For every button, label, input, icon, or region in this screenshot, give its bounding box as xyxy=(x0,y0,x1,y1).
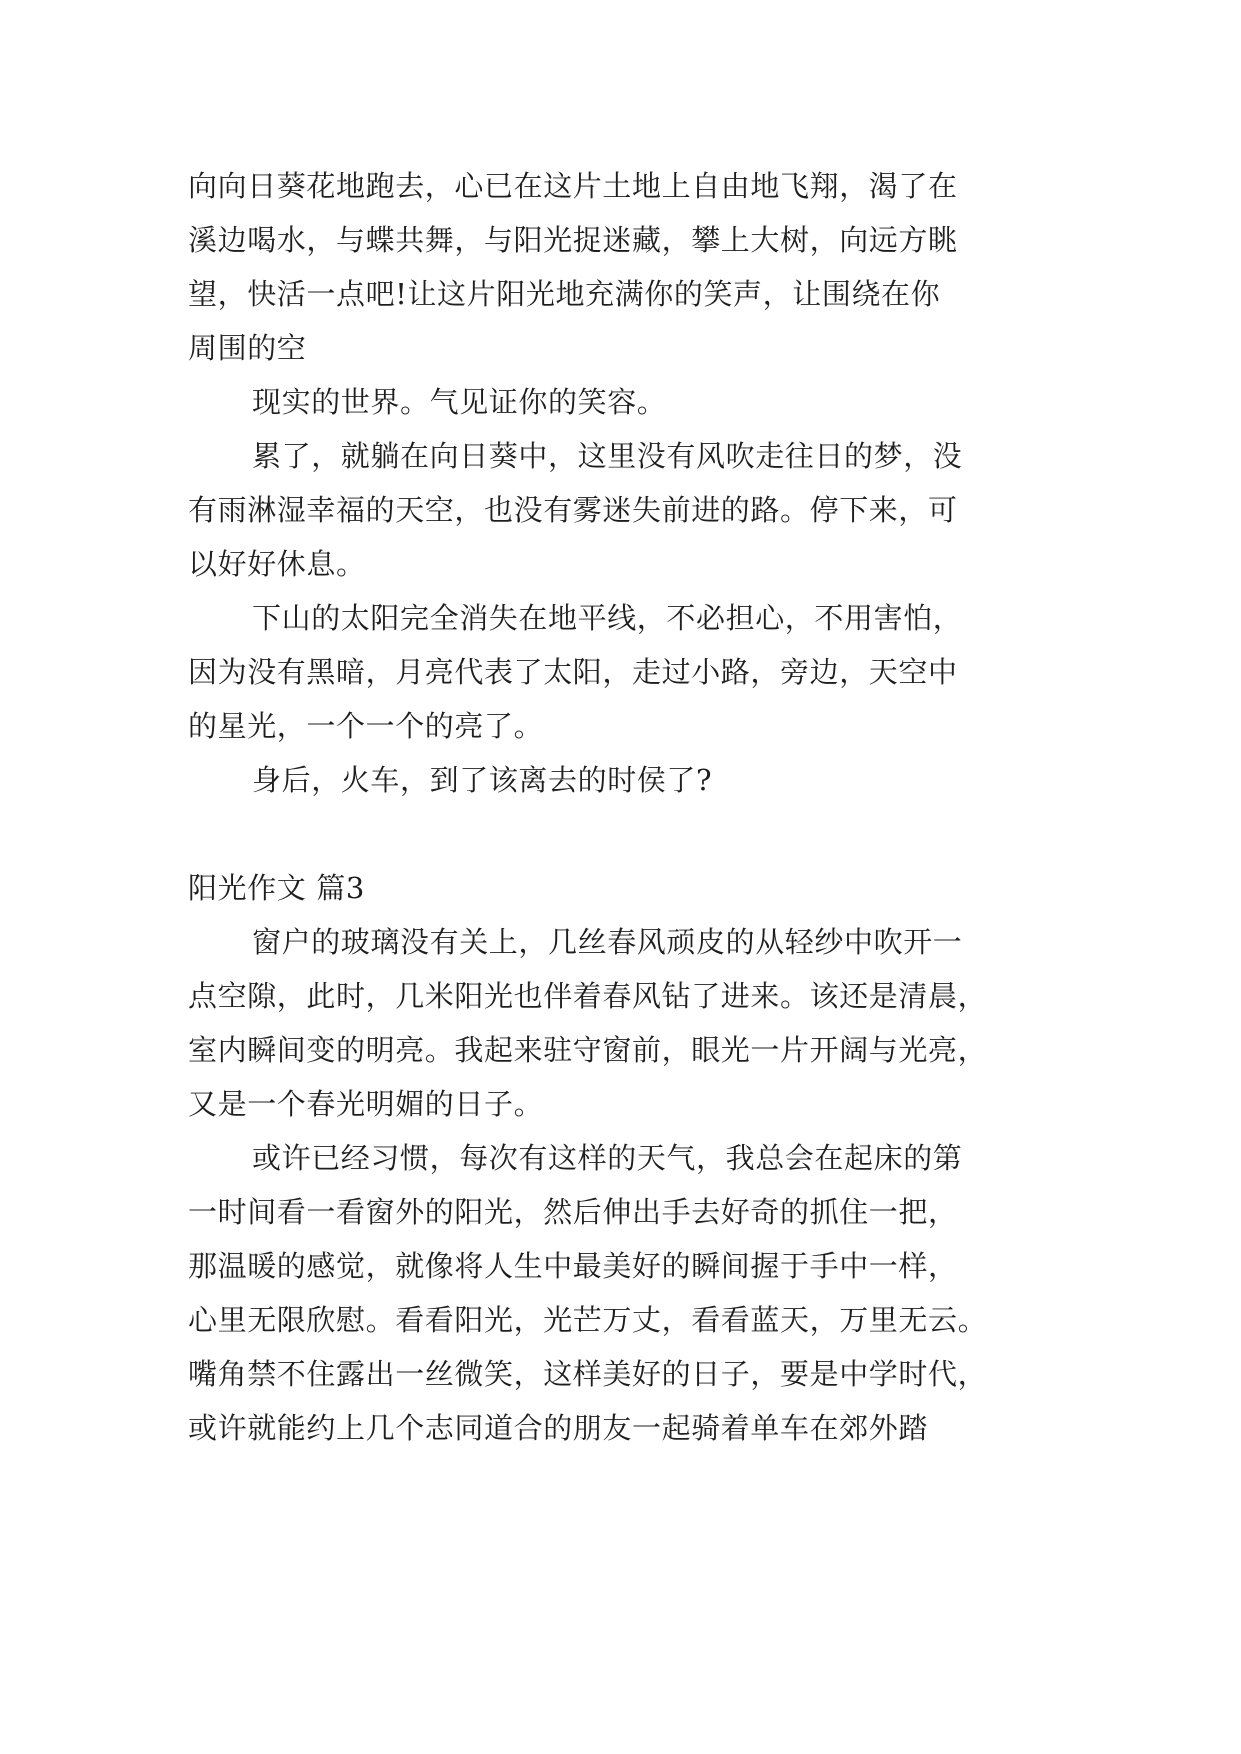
paragraph xyxy=(188,915,1050,1131)
paragraph xyxy=(188,591,1050,753)
paragraph xyxy=(188,753,1050,807)
paragraph-line: 心里无限欣慰。看看阳光，光芒万丈，看看蓝天，万里无云。 xyxy=(188,1303,988,1337)
paragraph-line: 累了，就躺在向日葵中，这里没有风吹走往日的梦，没 xyxy=(252,439,963,473)
paragraph-line: 因为没有黑暗，月亮代表了太阳，走过小路，旁边，天空中 xyxy=(188,655,958,689)
paragraph-line: 望，快活一点吧!让这片阳光地充满你的笑声，让围绕在你 xyxy=(188,277,941,311)
paragraph xyxy=(188,1131,1050,1455)
section-heading: 阳光作文 篇3 xyxy=(188,871,365,905)
paragraph-line: 或许就能约上几个志同道合的朋友一起骑着单车在郊外踏 xyxy=(188,1411,929,1445)
paragraph-line: 窗户的玻璃没有关上，几丝春风顽皮的从轻纱中吹开一 xyxy=(252,925,963,959)
section-spacer xyxy=(188,807,1050,861)
document-body xyxy=(188,159,1050,1455)
paragraph-line: 身后，火车，到了该离去的时侯了? xyxy=(252,763,713,797)
paragraph-line: 室内瞬间变的明亮。我起来驻守窗前，眼光一片开阔与光亮， xyxy=(188,1033,988,1067)
paragraph-line: 一时间看一看窗外的阳光，然后伸出手去好奇的抓住一把， xyxy=(188,1195,958,1229)
paragraph-line: 下山的太阳完全消失在地平线，不必担心，不用害怕， xyxy=(252,601,963,635)
paragraph-line: 又是一个春光明媚的日子。 xyxy=(188,1087,544,1121)
paragraph-line: 溪边喝水，与蝶共舞，与阳光捉迷藏，攀上大树，向远方眺 xyxy=(188,223,958,257)
paragraph-line: 周围的空 xyxy=(188,331,307,365)
paragraph-line: 有雨淋湿幸福的天空，也没有雾迷失前进的路。停下来，可 xyxy=(188,493,958,527)
paragraph-line: 现实的世界。气见证你的笑容。 xyxy=(252,385,667,419)
paragraph-line: 嘴角禁不住露出一丝微笑，这样美好的日子，要是中学时代， xyxy=(188,1357,988,1391)
paragraph-line: 或许已经习惯，每次有这样的天气，我总会在起床的第 xyxy=(252,1141,963,1175)
paragraph-line: 以好好休息。 xyxy=(188,547,366,581)
paragraph-line: 的星光，一个一个的亮了。 xyxy=(188,709,544,743)
paragraph xyxy=(188,159,1050,375)
paragraph-line: 向向日葵花地跑去，心已在这片土地上自由地飞翔，渴了在 xyxy=(188,169,958,203)
paragraph xyxy=(188,375,1050,429)
paragraph xyxy=(188,429,1050,591)
paragraph-line: 那温暖的感觉，就像将人生中最美好的瞬间握于手中一样， xyxy=(188,1249,958,1283)
paragraph-line: 点空隙，此时，几米阳光也伴着春风钻了进来。该还是清晨， xyxy=(188,979,988,1013)
